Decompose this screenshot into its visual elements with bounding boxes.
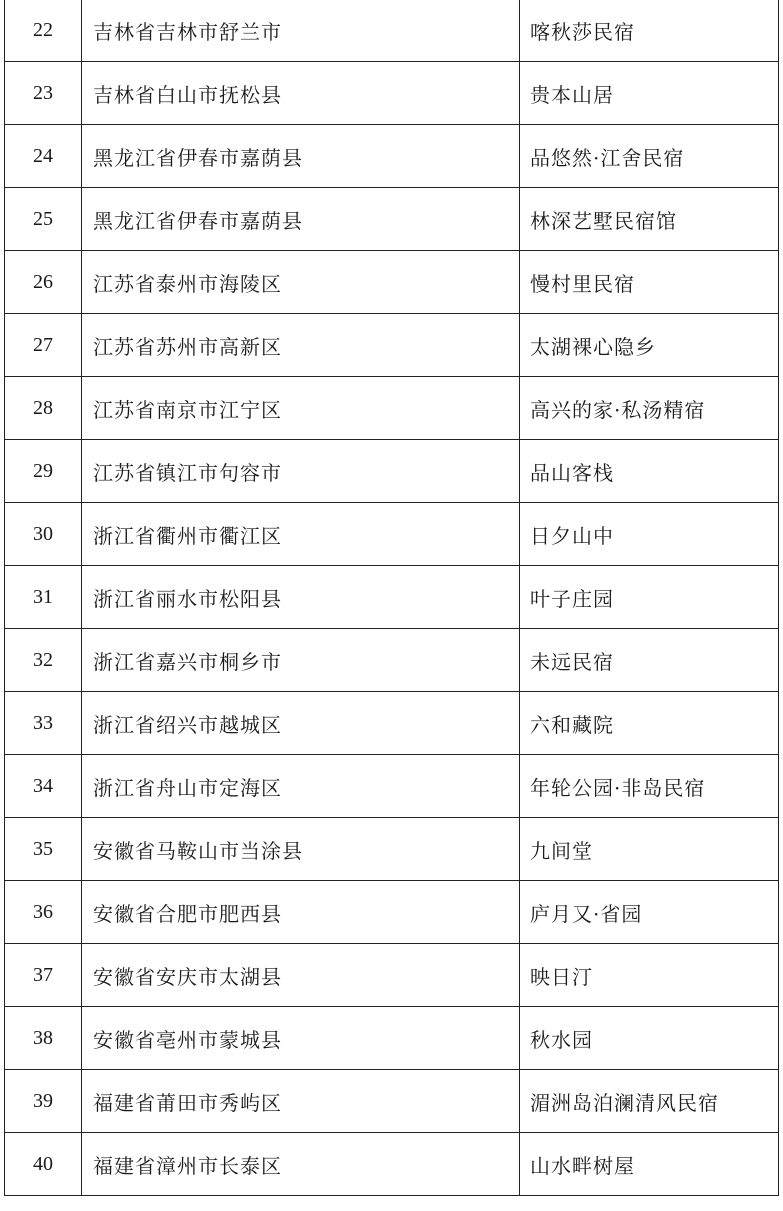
region-cell: 吉林省白山市抚松县 (82, 62, 520, 125)
table-row (5, 377, 779, 440)
table-row (5, 566, 779, 629)
row-number-cell: 30 (5, 503, 82, 566)
homestay-name-cell: 叶子庄园 (520, 566, 779, 629)
table-row (5, 755, 779, 818)
region-cell: 浙江省舟山市定海区 (82, 755, 520, 818)
table-row (5, 62, 779, 125)
row-number-cell: 32 (5, 629, 82, 692)
homestay-name-cell: 六和藏院 (520, 692, 779, 755)
row-number-cell: 37 (5, 944, 82, 1007)
homestay-name-cell: 秋水园 (520, 1007, 779, 1070)
region-cell: 江苏省苏州市高新区 (82, 314, 520, 377)
row-number-cell: 35 (5, 818, 82, 881)
homestay-name-cell: 品悠然·江舍民宿 (520, 125, 779, 188)
homestay-name-cell: 庐月又·省园 (520, 881, 779, 944)
row-number-cell: 23 (5, 62, 82, 125)
region-cell: 安徽省马鞍山市当涂县 (82, 818, 520, 881)
row-number-cell: 31 (5, 566, 82, 629)
region-cell: 黑龙江省伊春市嘉荫县 (82, 188, 520, 251)
region-cell: 吉林省吉林市舒兰市 (82, 0, 520, 62)
region-cell: 江苏省泰州市海陵区 (82, 251, 520, 314)
homestay-name-cell: 贵本山居 (520, 62, 779, 125)
table-row (5, 1133, 779, 1196)
row-number-cell: 40 (5, 1133, 82, 1196)
table-row (5, 629, 779, 692)
table-row (5, 881, 779, 944)
homestay-name-cell: 林深艺墅民宿馆 (520, 188, 779, 251)
region-cell: 浙江省嘉兴市桐乡市 (82, 629, 520, 692)
homestay-name-cell: 太湖裸心隐乡 (520, 314, 779, 377)
table-row (5, 818, 779, 881)
table-row (5, 503, 779, 566)
row-number-cell: 26 (5, 251, 82, 314)
homestay-name-cell: 慢村里民宿 (520, 251, 779, 314)
row-number-cell: 38 (5, 1007, 82, 1070)
homestay-name-cell: 日夕山中 (520, 503, 779, 566)
row-number-cell: 25 (5, 188, 82, 251)
row-number-cell: 28 (5, 377, 82, 440)
row-number-cell: 27 (5, 314, 82, 377)
homestay-name-cell: 未远民宿 (520, 629, 779, 692)
table-row (5, 692, 779, 755)
row-number-cell: 39 (5, 1070, 82, 1133)
row-number-cell: 36 (5, 881, 82, 944)
row-number-cell: 29 (5, 440, 82, 503)
region-cell: 安徽省亳州市蒙城县 (82, 1007, 520, 1070)
region-cell: 安徽省合肥市肥西县 (82, 881, 520, 944)
table-row (5, 1007, 779, 1070)
region-cell: 浙江省衢州市衢江区 (82, 503, 520, 566)
homestay-list-table (4, 0, 779, 1196)
table-row (5, 125, 779, 188)
homestay-name-cell: 喀秋莎民宿 (520, 0, 779, 62)
table-row (5, 440, 779, 503)
table-row (5, 1070, 779, 1133)
region-cell: 安徽省安庆市太湖县 (82, 944, 520, 1007)
homestay-list-table-container (4, 0, 778, 1196)
table-row (5, 0, 779, 62)
table-row (5, 314, 779, 377)
region-cell: 浙江省绍兴市越城区 (82, 692, 520, 755)
region-cell: 黑龙江省伊春市嘉荫县 (82, 125, 520, 188)
homestay-name-cell: 年轮公园·非岛民宿 (520, 755, 779, 818)
homestay-name-cell: 湄洲岛泊澜清风民宿 (520, 1070, 779, 1133)
homestay-name-cell: 高兴的家·私汤精宿 (520, 377, 779, 440)
region-cell: 浙江省丽水市松阳县 (82, 566, 520, 629)
region-cell: 福建省莆田市秀屿区 (82, 1070, 520, 1133)
region-cell: 福建省漳州市长泰区 (82, 1133, 520, 1196)
homestay-name-cell: 山水畔树屋 (520, 1133, 779, 1196)
table-row (5, 251, 779, 314)
row-number-cell: 34 (5, 755, 82, 818)
homestay-name-cell: 映日汀 (520, 944, 779, 1007)
region-cell: 江苏省南京市江宁区 (82, 377, 520, 440)
homestay-name-cell: 品山客栈 (520, 440, 779, 503)
table-body (5, 0, 779, 1196)
table-row (5, 944, 779, 1007)
table-row (5, 188, 779, 251)
region-cell: 江苏省镇江市句容市 (82, 440, 520, 503)
row-number-cell: 33 (5, 692, 82, 755)
row-number-cell: 24 (5, 125, 82, 188)
homestay-name-cell: 九间堂 (520, 818, 779, 881)
row-number-cell: 22 (5, 0, 82, 62)
